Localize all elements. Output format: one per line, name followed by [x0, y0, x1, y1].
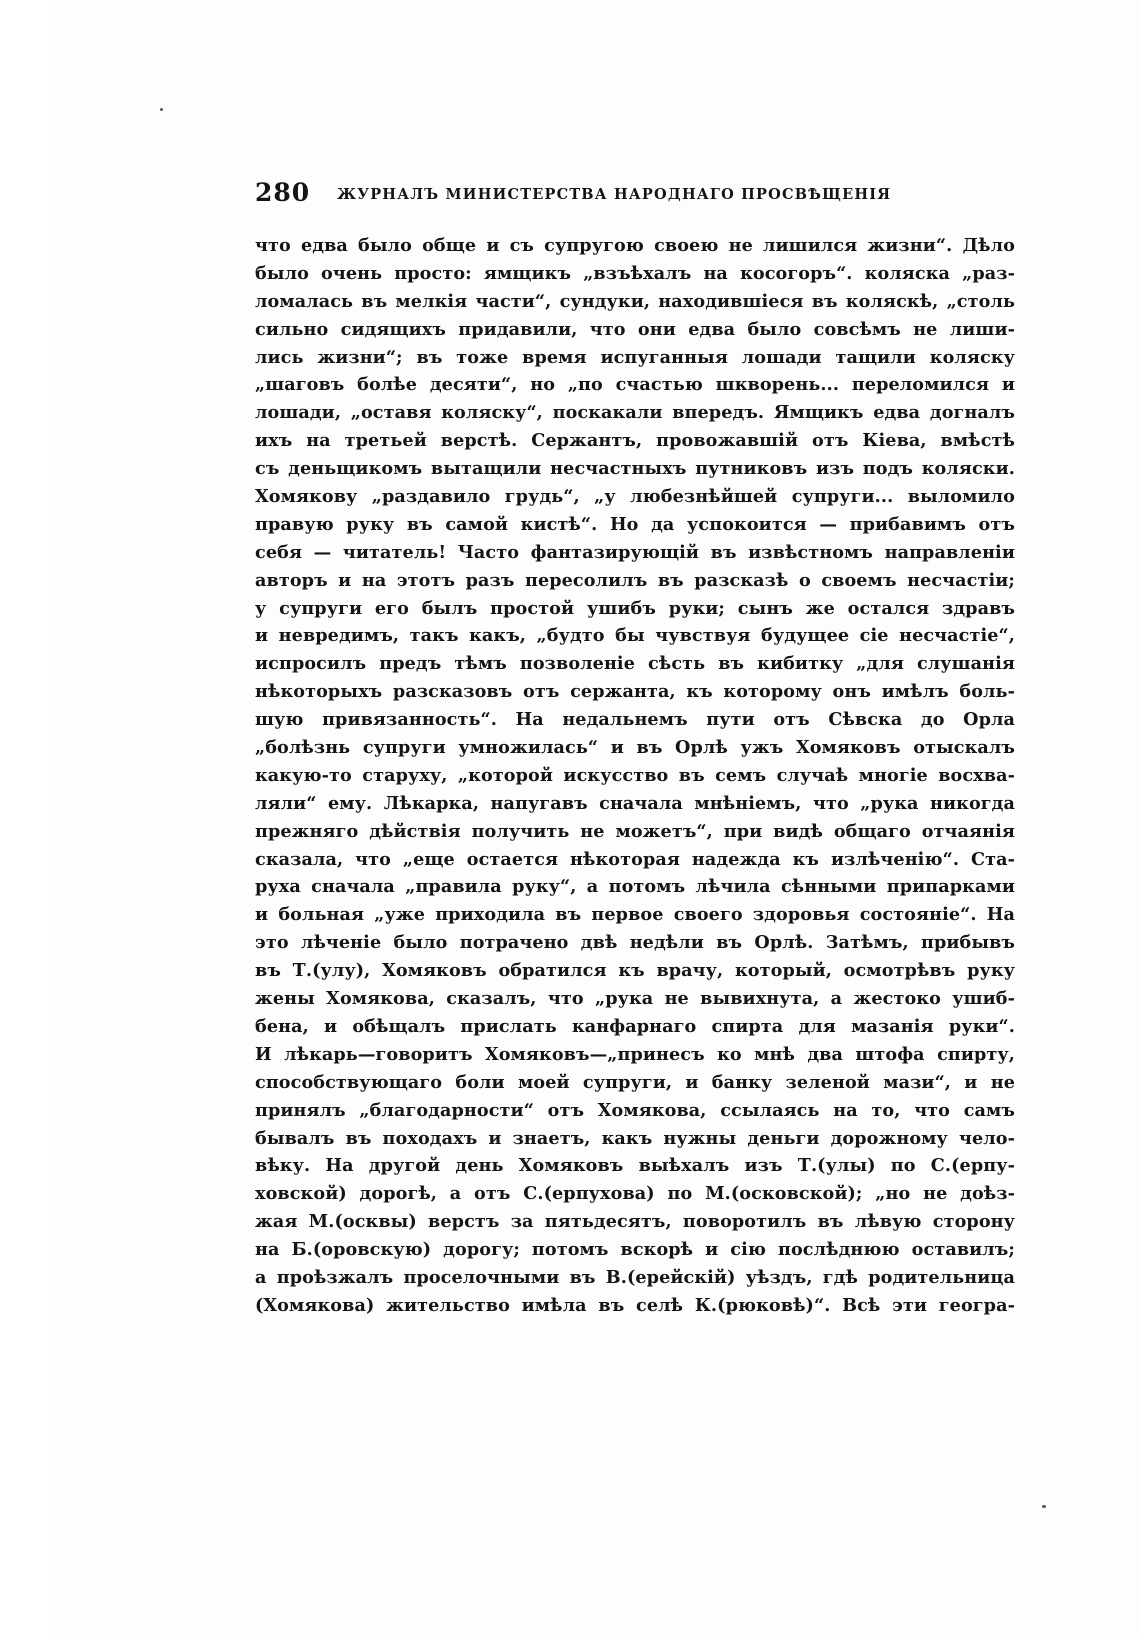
- text-line: какую-то старуху, „которой искусство въ семъ случаѣ многіе восхва-: [255, 764, 1015, 786]
- text-line: прежняго дѣйствія получить не можетъ“, при видѣ общаго отчаянія: [255, 820, 1015, 842]
- text-line: сильно сидящихъ придавили, что они едва было совсѣмъ не лиши-: [255, 318, 1015, 340]
- page-number: 280: [255, 178, 311, 207]
- text-line: жены Хомякова, сказалъ, что „рука не вывихнута, а жестоко ушиб-: [255, 988, 1015, 1010]
- text-line: и больная „уже приходила въ первое своего здоровья состояніе“. На: [255, 904, 1015, 926]
- body-text: [255, 232, 1015, 1320]
- text-line: шую привязанность“. На недальнемъ пути отъ Сѣвска до Орла: [255, 709, 1015, 731]
- text-line: себя — читатель! Часто фантазирующій въ извѣстномъ направленіи: [255, 541, 1015, 563]
- text-line: принялъ „благодарности“ отъ Хомякова, ссылаясь на то, что самъ: [255, 1099, 1015, 1121]
- text-line: ихъ на третьей верстѣ. Сержантъ, провожавшій отъ Кіева, вмѣстѣ: [255, 430, 1015, 452]
- text-line: и невредимъ, такъ какъ, „будто бы чувствуя будущее сіе несчастіе“,: [255, 625, 1015, 647]
- text-line: жая М.(осквы) верстъ за пятьдесятъ, поворотилъ въ лѣвую сторону: [255, 1211, 1015, 1233]
- text-line: бена, и обѣщалъ прислать канфарнаго спирта для мазанія руки“.: [255, 1015, 1015, 1037]
- text-line: (Хомякова) жительство имѣла въ селѣ К.(рюковѣ)“. Всѣ эти геогра-: [255, 1294, 1015, 1316]
- text-line: сказала, что „еще остается нѣкоторая надежда къ излѣченію“. Ста-: [255, 848, 1015, 870]
- text-line: „болѣзнь супруги умножилась“ и въ Орлѣ ужъ Хомяковъ отыскалъ: [255, 737, 1015, 759]
- page-header: [255, 178, 1015, 214]
- scan-speck: [1042, 1505, 1046, 1508]
- text-line: а проѣзжалъ проселочными въ В.(ерейскій) уѣздъ, гдѣ родительница: [255, 1266, 1015, 1288]
- text-line: было очень просто: ямщикъ „взъѣхалъ на косогоръ“. коляска „раз-: [255, 262, 1015, 284]
- text-line: „шаговъ болѣе десяти“, но „по счастью шкворень... переломился и: [255, 374, 1015, 396]
- text-line: руха сначала „правила руку“, а потомъ лѣчила сѣнными припарками: [255, 876, 1015, 898]
- text-line: И лѣкарь—говоритъ Хомяковъ—„принесъ ко мнѣ два штофа спирту,: [255, 1043, 1015, 1065]
- text-line: что едва было обще и съ супругою своею не лишился жизни“. Дѣло: [255, 235, 1015, 256]
- text-line: въ Т.(улу), Хомяковъ обратился къ врачу, который, осмотрѣвъ руку: [255, 960, 1015, 982]
- text-line: нѣкоторыхъ разсказовъ отъ сержанта, къ которому онъ имѣлъ боль-: [255, 681, 1015, 703]
- text-line: это лѣченіе было потрачено двѣ недѣли въ Орлѣ. Затѣмъ, прибывъ: [255, 932, 1015, 954]
- text-line: вѣку. На другой день Хомяковъ выѣхалъ изъ Т.(улы) по С.(ерпу-: [255, 1155, 1015, 1177]
- text-line: лись жизни“; въ тоже время испуганныя лошади тащили коляску: [255, 346, 1015, 368]
- scan-speck: [160, 108, 163, 111]
- text-line: правую руку въ самой кистѣ“. Но да успокоится — прибавимъ отъ: [255, 513, 1015, 535]
- text-line: ховской) дорогѣ, а отъ С.(ерпухова) по М.(осковской); „но не доѣз-: [255, 1183, 1015, 1205]
- text-line: Хомякову „раздавило грудь“, „у любезнѣйшей супруги... выломило: [255, 486, 1015, 508]
- text-line: на Б.(оровскую) дорогу; потомъ вскорѣ и сію послѣднюю оставилъ;: [255, 1239, 1015, 1261]
- text-line: испросилъ предъ тѣмъ позволеніе сѣсть въ кибитку „для слушанія: [255, 653, 1015, 675]
- text-line: у супруги его былъ простой ушибъ руки; сынъ же остался здравъ: [255, 597, 1015, 619]
- text-line: способствующаго боли моей супруги, и банку зеленой мази“, и не: [255, 1071, 1015, 1093]
- text-line: авторъ и на этотъ разъ пересолилъ въ разсказѣ о своемъ несчастіи;: [255, 569, 1015, 591]
- text-line: съ деньщикомъ вытащили несчастныхъ путниковъ изъ подъ коляски.: [255, 458, 1015, 480]
- text-line: лошади, „оставя коляску“, поскакали впередъ. Ямщикъ едва догналъ: [255, 402, 1015, 424]
- text-line: ляли“ ему. Лѣкарка, напугавъ сначала мнѣніемъ, что „рука никогда: [255, 792, 1015, 814]
- running-title: ЖУРНАЛЪ МИНИСТЕРСТВА НАРОДНАГО ПРОСВѢЩЕНІЯ: [337, 186, 892, 203]
- text-line: ломалась въ мелкія части“, сундуки, находившіеся въ коляскѣ, „столь: [255, 290, 1015, 312]
- text-line: бывалъ въ походахъ и знаетъ, какъ нужны деньги дорожному чело-: [255, 1127, 1015, 1149]
